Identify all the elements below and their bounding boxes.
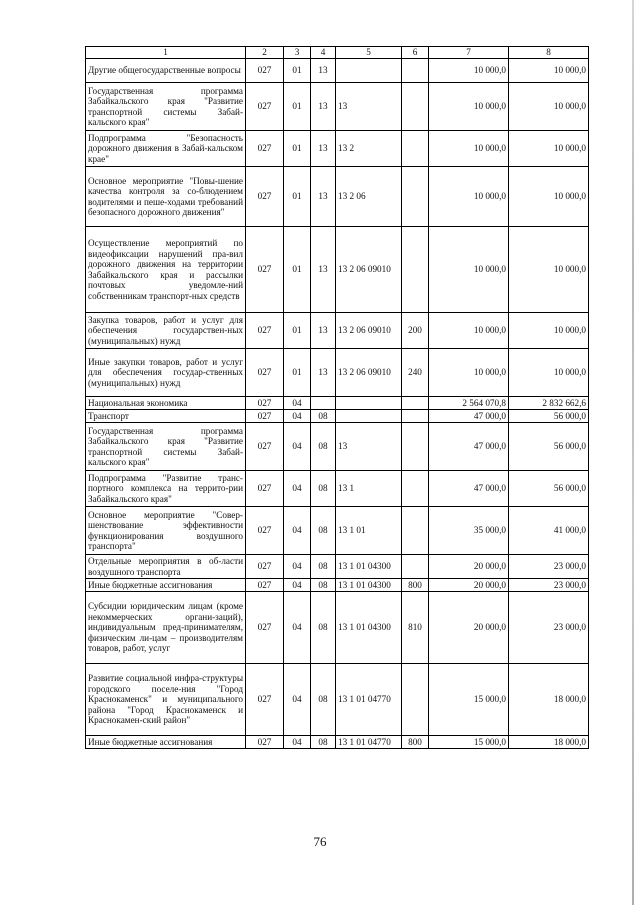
header-col-7: 7 bbox=[429, 47, 509, 59]
table-row bbox=[86, 313, 589, 349]
budget-table bbox=[85, 46, 589, 749]
cell-amount-year-1: 47 000,0 bbox=[429, 423, 509, 471]
scan-edge-shadow bbox=[632, 0, 634, 905]
cell-amount-year-2: 10 000,0 bbox=[509, 313, 589, 349]
header-col-1: 1 bbox=[86, 47, 246, 59]
cell-expense-type: 200 bbox=[402, 313, 429, 349]
cell-section: 04 bbox=[284, 736, 311, 749]
cell-expense-type bbox=[402, 397, 429, 410]
cell-name: Развитие социальной инфра-структуры городского поселе-ния "Город Краснокаменск" и муниципального района "Город Краснокаменск и Краснокамен-ский район" bbox=[86, 664, 246, 736]
cell-expense-type bbox=[402, 423, 429, 471]
cell-target-article: 13 1 01 04300 bbox=[336, 579, 402, 592]
cell-admin-code: 027 bbox=[246, 736, 284, 749]
cell-target-article: 13 1 01 04770 bbox=[336, 664, 402, 736]
table-row bbox=[86, 131, 589, 167]
cell-name: Национальная экономика bbox=[86, 397, 246, 410]
cell-name: Транспорт bbox=[86, 410, 246, 423]
cell-amount-year-2: 23 000,0 bbox=[509, 592, 589, 664]
cell-amount-year-2: 10 000,0 bbox=[509, 83, 589, 131]
cell-target-article: 13 1 01 04300 bbox=[336, 592, 402, 664]
cell-amount-year-1: 15 000,0 bbox=[429, 736, 509, 749]
cell-target-article: 13 1 01 04770 bbox=[336, 736, 402, 749]
cell-subsection bbox=[311, 397, 336, 410]
cell-amount-year-1: 47 000,0 bbox=[429, 410, 509, 423]
cell-amount-year-2: 10 000,0 bbox=[509, 59, 589, 83]
cell-admin-code: 027 bbox=[246, 592, 284, 664]
cell-amount-year-1: 10 000,0 bbox=[429, 349, 509, 397]
cell-expense-type bbox=[402, 555, 429, 579]
table-body bbox=[86, 59, 589, 749]
cell-expense-type bbox=[402, 131, 429, 167]
cell-admin-code: 027 bbox=[246, 227, 284, 313]
cell-name: Основное мероприятие "Совер-шенствование эффективности функционирования воздушного транспорта" bbox=[86, 507, 246, 555]
cell-target-article bbox=[336, 410, 402, 423]
cell-section: 01 bbox=[284, 313, 311, 349]
table-row bbox=[86, 423, 589, 471]
cell-admin-code: 027 bbox=[246, 664, 284, 736]
cell-expense-type: 810 bbox=[402, 592, 429, 664]
cell-target-article: 13 1 bbox=[336, 471, 402, 507]
cell-subsection: 08 bbox=[311, 555, 336, 579]
cell-section: 04 bbox=[284, 555, 311, 579]
cell-section: 01 bbox=[284, 227, 311, 313]
cell-section: 04 bbox=[284, 423, 311, 471]
cell-subsection: 13 bbox=[311, 227, 336, 313]
table-row bbox=[86, 592, 589, 664]
cell-admin-code: 027 bbox=[246, 131, 284, 167]
cell-subsection: 08 bbox=[311, 579, 336, 592]
cell-amount-year-2: 56 000,0 bbox=[509, 410, 589, 423]
cell-amount-year-2: 10 000,0 bbox=[509, 167, 589, 227]
cell-amount-year-2: 18 000,0 bbox=[509, 664, 589, 736]
cell-section: 01 bbox=[284, 131, 311, 167]
cell-expense-type: 800 bbox=[402, 579, 429, 592]
cell-expense-type bbox=[402, 410, 429, 423]
cell-subsection: 13 bbox=[311, 167, 336, 227]
cell-amount-year-2: 10 000,0 bbox=[509, 349, 589, 397]
cell-section: 04 bbox=[284, 507, 311, 555]
cell-section: 01 bbox=[284, 59, 311, 83]
cell-section: 04 bbox=[284, 471, 311, 507]
table-row bbox=[86, 471, 589, 507]
table-header-row bbox=[86, 47, 589, 59]
cell-name: Иные бюджетные ассигнования bbox=[86, 736, 246, 749]
cell-section: 04 bbox=[284, 579, 311, 592]
cell-section: 01 bbox=[284, 167, 311, 227]
table-row bbox=[86, 555, 589, 579]
cell-target-article bbox=[336, 59, 402, 83]
cell-amount-year-2: 10 000,0 bbox=[509, 131, 589, 167]
cell-admin-code: 027 bbox=[246, 167, 284, 227]
cell-expense-type bbox=[402, 227, 429, 313]
table-row bbox=[86, 59, 589, 83]
cell-name: Иные бюджетные ассигнования bbox=[86, 579, 246, 592]
cell-amount-year-1: 20 000,0 bbox=[429, 555, 509, 579]
cell-subsection: 08 bbox=[311, 664, 336, 736]
cell-admin-code: 027 bbox=[246, 397, 284, 410]
cell-amount-year-1: 2 564 070,8 bbox=[429, 397, 509, 410]
table-row bbox=[86, 227, 589, 313]
cell-section: 04 bbox=[284, 410, 311, 423]
cell-amount-year-2: 10 000,0 bbox=[509, 227, 589, 313]
cell-amount-year-1: 10 000,0 bbox=[429, 167, 509, 227]
cell-subsection: 08 bbox=[311, 736, 336, 749]
cell-target-article: 13 1 01 04300 bbox=[336, 555, 402, 579]
cell-subsection: 08 bbox=[311, 507, 336, 555]
cell-subsection: 08 bbox=[311, 410, 336, 423]
cell-name: Субсидии юридическим лицам (кроме некоммерческих органи-заций), индивидуальным пред-принимателям, физическим ли-цам – производителям товаров, работ, услуг bbox=[86, 592, 246, 664]
table-row bbox=[86, 664, 589, 736]
cell-amount-year-2: 18 000,0 bbox=[509, 736, 589, 749]
page-number: 76 bbox=[313, 834, 327, 849]
cell-expense-type bbox=[402, 471, 429, 507]
cell-admin-code: 027 bbox=[246, 349, 284, 397]
cell-admin-code: 027 bbox=[246, 507, 284, 555]
cell-subsection: 13 bbox=[311, 131, 336, 167]
cell-expense-type bbox=[402, 507, 429, 555]
cell-amount-year-1: 10 000,0 bbox=[429, 131, 509, 167]
cell-admin-code: 027 bbox=[246, 59, 284, 83]
cell-target-article: 13 2 06 bbox=[336, 167, 402, 227]
cell-subsection: 08 bbox=[311, 471, 336, 507]
cell-subsection: 08 bbox=[311, 592, 336, 664]
header-col-5: 5 bbox=[336, 47, 402, 59]
header-col-8: 8 bbox=[509, 47, 589, 59]
cell-amount-year-2: 56 000,0 bbox=[509, 471, 589, 507]
cell-amount-year-1: 35 000,0 bbox=[429, 507, 509, 555]
cell-amount-year-1: 10 000,0 bbox=[429, 83, 509, 131]
table-row bbox=[86, 397, 589, 410]
cell-name: Другие общегосударственные вопросы bbox=[86, 59, 246, 83]
cell-name: Подпрограмма "Безопасность дорожного движения в Забай-кальском крае" bbox=[86, 131, 246, 167]
cell-target-article bbox=[336, 397, 402, 410]
table-row bbox=[86, 83, 589, 131]
cell-target-article: 13 2 bbox=[336, 131, 402, 167]
cell-name: Подпрограмма "Развитие транс-портного комплекса на террито-рии Забайкальского края" bbox=[86, 471, 246, 507]
cell-subsection: 13 bbox=[311, 83, 336, 131]
cell-admin-code: 027 bbox=[246, 423, 284, 471]
cell-expense-type bbox=[402, 664, 429, 736]
table-row bbox=[86, 579, 589, 592]
cell-amount-year-2: 23 000,0 bbox=[509, 579, 589, 592]
cell-section: 04 bbox=[284, 664, 311, 736]
cell-name: Отдельные мероприятия в об-ласти воздушного транспорта bbox=[86, 555, 246, 579]
cell-admin-code: 027 bbox=[246, 313, 284, 349]
cell-amount-year-2: 56 000,0 bbox=[509, 423, 589, 471]
cell-amount-year-2: 2 832 662,6 bbox=[509, 397, 589, 410]
cell-section: 01 bbox=[284, 349, 311, 397]
cell-expense-type bbox=[402, 167, 429, 227]
cell-target-article: 13 bbox=[336, 83, 402, 131]
cell-subsection: 13 bbox=[311, 349, 336, 397]
cell-name: Государственная программа Забайкальского края "Развитие транспортной системы Забай-кальского края" bbox=[86, 423, 246, 471]
cell-amount-year-1: 10 000,0 bbox=[429, 59, 509, 83]
table-row bbox=[86, 410, 589, 423]
table-row bbox=[86, 736, 589, 749]
header-col-6: 6 bbox=[402, 47, 429, 59]
cell-admin-code: 027 bbox=[246, 471, 284, 507]
cell-amount-year-2: 23 000,0 bbox=[509, 555, 589, 579]
cell-amount-year-2: 41 000,0 bbox=[509, 507, 589, 555]
header-col-4: 4 bbox=[311, 47, 336, 59]
cell-target-article: 13 bbox=[336, 423, 402, 471]
cell-amount-year-1: 47 000,0 bbox=[429, 471, 509, 507]
cell-subsection: 13 bbox=[311, 313, 336, 349]
cell-amount-year-1: 20 000,0 bbox=[429, 592, 509, 664]
cell-section: 01 bbox=[284, 83, 311, 131]
cell-target-article: 13 2 06 09010 bbox=[336, 349, 402, 397]
cell-expense-type bbox=[402, 59, 429, 83]
cell-subsection: 08 bbox=[311, 423, 336, 471]
cell-name: Иные закупки товаров, работ и услуг для обеспечения государ-ственных (муниципальных) нужд bbox=[86, 349, 246, 397]
cell-expense-type bbox=[402, 83, 429, 131]
cell-section: 04 bbox=[284, 592, 311, 664]
cell-name: Закупка товаров, работ и услуг для обеспечения государствен-ных (муниципальных) нужд bbox=[86, 313, 246, 349]
table-row bbox=[86, 507, 589, 555]
cell-target-article: 13 2 06 09010 bbox=[336, 227, 402, 313]
table-row bbox=[86, 167, 589, 227]
cell-expense-type: 240 bbox=[402, 349, 429, 397]
cell-name: Государственная программа Забайкальского края "Развитие транспортной системы Забай-кальского края" bbox=[86, 83, 246, 131]
cell-amount-year-1: 20 000,0 bbox=[429, 579, 509, 592]
header-col-3: 3 bbox=[284, 47, 311, 59]
cell-amount-year-1: 15 000,0 bbox=[429, 664, 509, 736]
cell-admin-code: 027 bbox=[246, 410, 284, 423]
cell-amount-year-1: 10 000,0 bbox=[429, 227, 509, 313]
cell-name: Основное мероприятие "Повы-шение качества контроля за со-блюдением водителями и пеше-ходами требований безопасного дорожного движения" bbox=[86, 167, 246, 227]
cell-admin-code: 027 bbox=[246, 579, 284, 592]
header-col-2: 2 bbox=[246, 47, 284, 59]
cell-admin-code: 027 bbox=[246, 555, 284, 579]
cell-expense-type: 800 bbox=[402, 736, 429, 749]
cell-target-article: 13 1 01 bbox=[336, 507, 402, 555]
cell-name: Осуществление мероприятий по видеофиксации нарушений пра-вил дорожного движения на территории Забайкальского края и рассылки почтовых уведомле-ний собственникам транспорт-ных средств bbox=[86, 227, 246, 313]
cell-section: 04 bbox=[284, 397, 311, 410]
cell-target-article: 13 2 06 09010 bbox=[336, 313, 402, 349]
cell-amount-year-1: 10 000,0 bbox=[429, 313, 509, 349]
cell-admin-code: 027 bbox=[246, 83, 284, 131]
table-row bbox=[86, 349, 589, 397]
cell-subsection: 13 bbox=[311, 59, 336, 83]
